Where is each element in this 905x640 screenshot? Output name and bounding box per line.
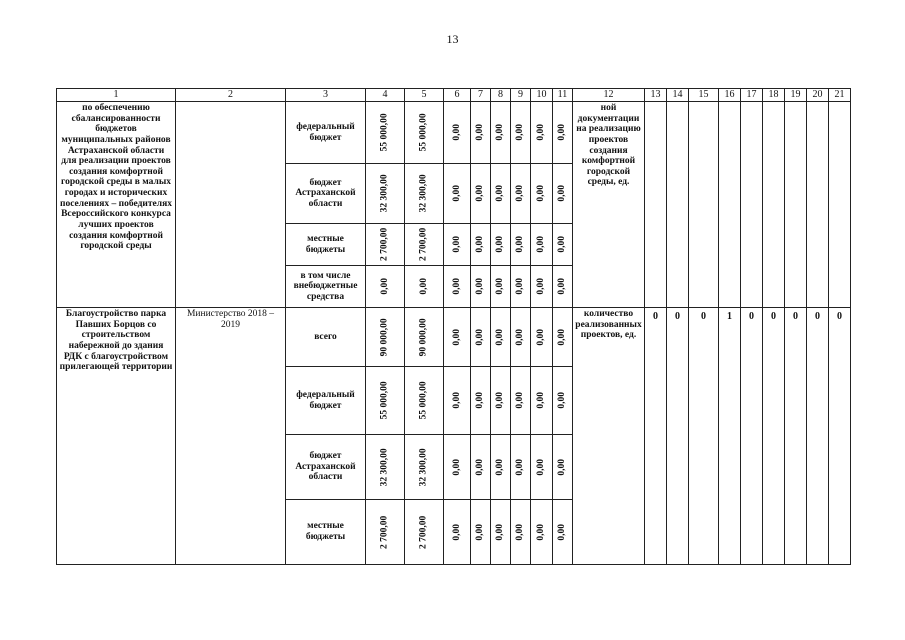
amount-value: 32 300,00 [379,174,390,213]
column-header: 21 [829,89,851,102]
amount-value: 32 300,00 [379,448,390,486]
column-header: 10 [531,89,553,102]
amount-value: 0,00 [495,185,506,202]
amount-cell [531,224,553,266]
column-header: 6 [444,89,471,102]
amount-value: 0,00 [557,236,568,253]
amount-value: 0,00 [451,328,462,346]
amount-cell [444,500,471,565]
amount-value: 0,00 [536,278,547,295]
column-header: 2 [176,89,286,102]
amount-cell [553,500,573,565]
amount-cell [444,102,471,164]
amount-cell [471,224,491,266]
column-header: 16 [719,89,741,102]
amount-cell [531,500,553,565]
amount-value: 0,00 [557,124,568,141]
amount-cell [366,500,405,565]
indicator-value-cell: 0 [645,308,667,565]
amount-value: 55 000,00 [379,381,390,420]
amount-cell [366,266,405,308]
amount-value: 0,00 [515,124,526,141]
amount-value: 0,00 [451,124,462,141]
indicator-value-cell [785,102,807,308]
column-header: 13 [645,89,667,102]
amount-cell [553,164,573,224]
amount-cell [553,102,573,164]
amount-value: 0,00 [451,278,462,295]
indicator-cell: количество реализованных проектов, ед. [573,308,645,565]
amount-value: 0,00 [515,328,526,346]
amount-value: 0,00 [557,278,568,295]
amount-cell [405,435,444,500]
amount-cell [511,266,531,308]
column-header: 3 [286,89,366,102]
amount-value: 0,00 [495,236,506,253]
amount-value: 0,00 [536,523,547,541]
funding-source-cell: в том числе внебюджетные средства [286,266,366,308]
indicator-value-cell [645,102,667,308]
amount-cell [511,308,531,367]
funding-source-cell: местные бюджеты [286,224,366,266]
responsible-cell: Министерство 2018 – 2019 [176,308,286,565]
amount-cell [553,435,573,500]
indicator-value-cell: 0 [667,308,689,565]
amount-value: 0,00 [495,458,506,476]
amount-cell [471,435,491,500]
indicator-value-cell: 0 [763,308,785,565]
amount-value: 0,00 [495,328,506,346]
amount-cell [491,224,511,266]
indicator-value-cell [807,102,829,308]
amount-value: 0,00 [495,278,506,295]
amount-value: 0,00 [475,392,486,409]
amount-value: 0,00 [475,523,486,541]
amount-value: 0,00 [475,328,486,346]
amount-cell [531,266,553,308]
column-header: 15 [689,89,719,102]
funding-source-cell: федеральный бюджет [286,102,366,164]
amount-cell [531,102,553,164]
amount-cell [553,308,573,367]
amount-cell [444,164,471,224]
amount-value: 0,00 [475,458,486,476]
amount-cell [444,224,471,266]
amount-cell [531,308,553,367]
amount-value: 0,00 [536,458,547,476]
amount-cell [491,435,511,500]
indicator-value-cell: 0 [807,308,829,565]
column-header: 9 [511,89,531,102]
indicator-value-cell: 0 [785,308,807,565]
funding-source-cell: бюджет Астраханской области [286,435,366,500]
amount-value: 0,00 [536,185,547,202]
amount-cell [366,164,405,224]
indicator-value-cell [689,102,719,308]
amount-value: 0,00 [475,185,486,202]
amount-cell [491,367,511,435]
amount-cell [405,266,444,308]
indicator-value-cell: 1 [719,308,741,565]
amount-value: 90 000,00 [418,318,429,356]
amount-value: 0,00 [515,236,526,253]
amount-value: 0,00 [536,392,547,409]
amount-value: 2 700,00 [379,515,390,549]
amount-value: 0,00 [475,278,486,295]
amount-cell [471,102,491,164]
column-header: 11 [553,89,573,102]
page-number: 13 [446,32,459,46]
amount-value: 0,00 [515,523,526,541]
amount-cell [366,367,405,435]
amount-value: 2 700,00 [418,515,429,549]
amount-cell [405,102,444,164]
column-header: 17 [741,89,763,102]
indicator-cell: ной документации на реализацию проектов создания комфортной городской среды, ед. [573,102,645,308]
amount-cell [444,435,471,500]
amount-value: 0,00 [379,278,390,295]
amount-value: 55 000,00 [418,381,429,420]
amount-cell [511,164,531,224]
table-body [57,89,851,565]
amount-value: 0,00 [475,236,486,253]
amount-cell [444,266,471,308]
column-header-row [57,89,851,102]
column-header: 1 [57,89,176,102]
funding-source-cell: местные бюджеты [286,500,366,565]
amount-cell [471,500,491,565]
amount-cell [366,435,405,500]
amount-cell [511,435,531,500]
column-header: 19 [785,89,807,102]
indicator-value-cell: 0 [689,308,719,565]
column-header: 5 [405,89,444,102]
table-row [57,308,851,367]
amount-cell [531,435,553,500]
amount-value: 0,00 [451,236,462,253]
amount-value: 2 700,00 [418,227,429,262]
amount-cell [511,500,531,565]
activity-name-cell: Благоустройство парка Павших Борцов со строительством набережной до здания РДК с благоустройством прилегающей территории [57,308,176,565]
indicator-value-cell [667,102,689,308]
amount-cell [553,266,573,308]
amount-value: 0,00 [515,458,526,476]
amount-cell [405,224,444,266]
indicator-value-cell [763,102,785,308]
amount-value: 0,00 [418,278,429,295]
amount-value: 0,00 [557,523,568,541]
amount-value: 0,00 [536,328,547,346]
amount-value: 0,00 [495,523,506,541]
amount-value: 0,00 [451,185,462,202]
amount-cell [531,367,553,435]
amount-value: 0,00 [495,392,506,409]
amount-cell [405,367,444,435]
amount-cell [366,308,405,367]
amount-cell [405,164,444,224]
column-header: 7 [471,89,491,102]
amount-cell [491,308,511,367]
amount-cell [366,102,405,164]
amount-cell [366,224,405,266]
amount-cell [491,102,511,164]
amount-cell [491,266,511,308]
indicator-value-cell: 0 [829,308,851,565]
amount-cell [444,308,471,367]
indicator-value-cell [829,102,851,308]
amount-cell [471,266,491,308]
column-header: 14 [667,89,689,102]
column-header: 12 [573,89,645,102]
amount-cell [511,224,531,266]
amount-value: 0,00 [515,392,526,409]
amount-value: 0,00 [451,523,462,541]
column-header: 18 [763,89,785,102]
amount-value: 0,00 [495,124,506,141]
amount-value: 0,00 [451,392,462,409]
table-row [57,102,851,164]
amount-value: 55 000,00 [379,113,390,152]
amount-cell [491,500,511,565]
amount-value: 2 700,00 [379,227,390,262]
amount-value: 0,00 [475,124,486,141]
column-header: 20 [807,89,829,102]
column-header: 4 [366,89,405,102]
responsible-cell [176,102,286,308]
funding-source-cell: федеральный бюджет [286,367,366,435]
amount-value: 0,00 [451,458,462,476]
indicator-value-cell [741,102,763,308]
amount-cell [405,308,444,367]
amount-cell [471,164,491,224]
column-header: 8 [491,89,511,102]
amount-value: 0,00 [557,392,568,409]
amount-cell [491,164,511,224]
amount-cell [471,308,491,367]
amount-value: 90 000,00 [379,318,390,356]
amount-value: 0,00 [515,185,526,202]
amount-cell [511,102,531,164]
amount-value: 55 000,00 [418,113,429,152]
amount-cell [511,367,531,435]
amount-value: 0,00 [557,185,568,202]
amount-value: 0,00 [536,236,547,253]
activity-name-cell: по обеспечению сбалансированности бюджетов муниципальных районов Астраханской области для реализации проектов создания комфортной городской среды в малых городах и исторических поселениях – победителях Всероссийского конкурса лучших проектов создания комфортной городской среды [57,102,176,308]
funding-source-cell: всего [286,308,366,367]
program-table [56,88,851,565]
indicator-value-cell: 0 [741,308,763,565]
indicator-value-cell [719,102,741,308]
amount-cell [405,500,444,565]
amount-cell [471,367,491,435]
amount-value: 0,00 [536,124,547,141]
amount-cell [553,367,573,435]
amount-value: 32 300,00 [418,448,429,486]
funding-source-cell: бюджет Астраханской области [286,164,366,224]
amount-cell [444,367,471,435]
amount-value: 0,00 [515,278,526,295]
amount-value: 0,00 [557,328,568,346]
amount-cell [531,164,553,224]
amount-value: 32 300,00 [418,174,429,213]
amount-value: 0,00 [557,458,568,476]
amount-cell [553,224,573,266]
